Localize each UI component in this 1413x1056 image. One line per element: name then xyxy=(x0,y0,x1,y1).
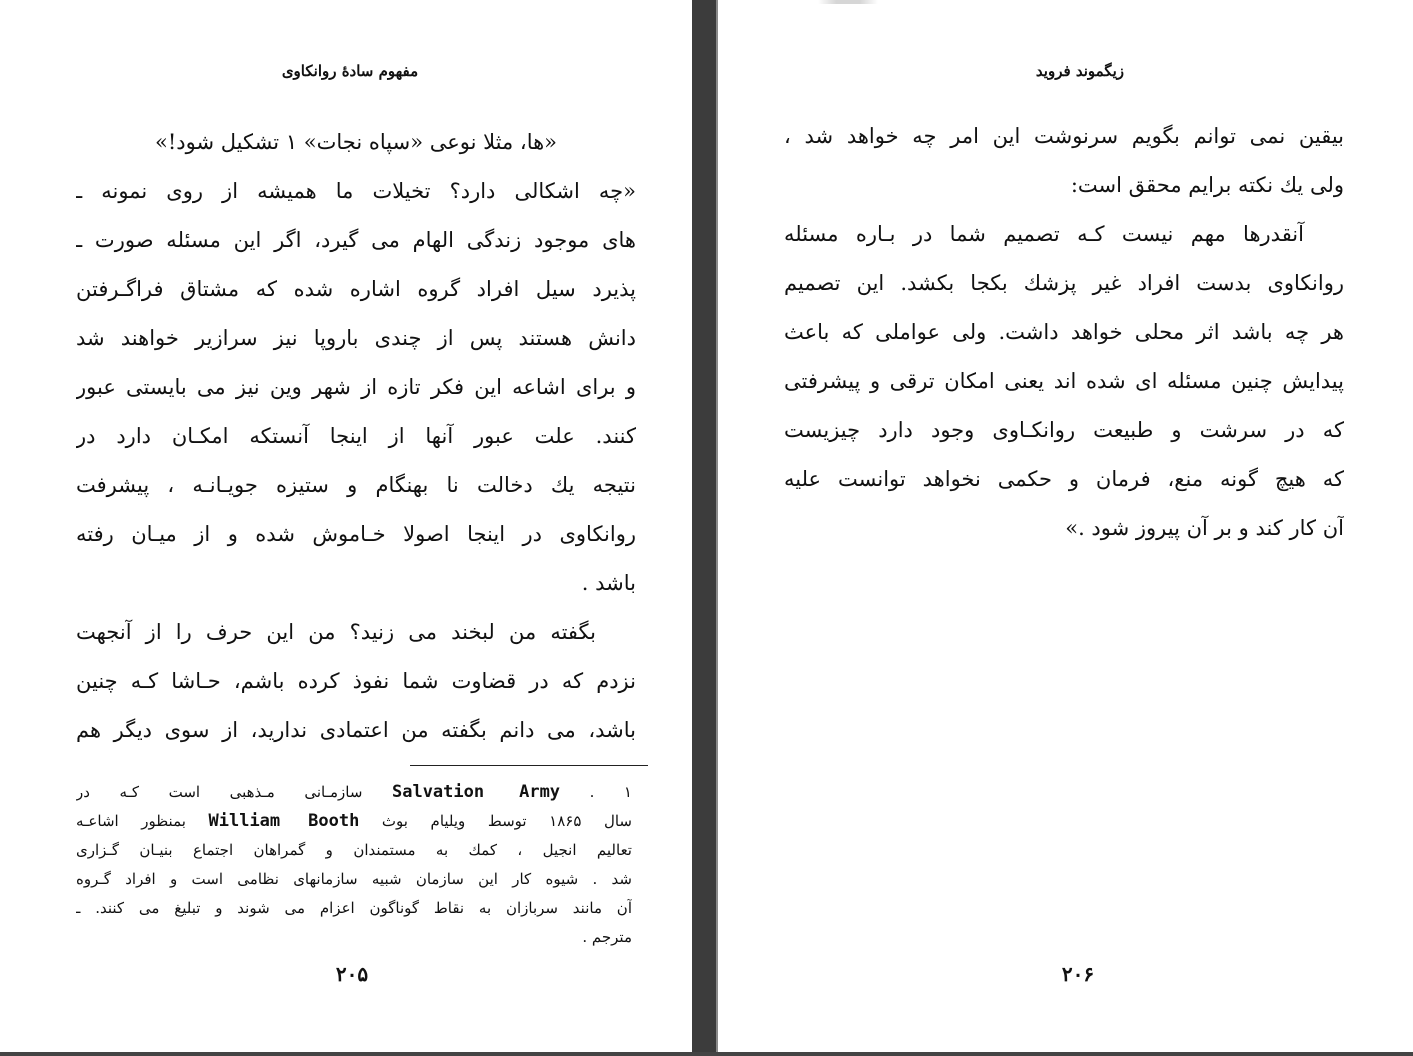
left-body-text xyxy=(76,118,636,755)
right-line-4: روانکاوی بدست افراد غیر پزشك بکجا بکشد. این تصمیم xyxy=(784,271,1344,295)
left-line-4: پذیرد سیل افراد گروه اشاره شده که مشتاق فراگـرفتن xyxy=(76,277,636,301)
right-line-8: که هیچ گونه منع، فرمان و حکمی نخواهد توانست علیه xyxy=(784,467,1344,491)
right-line-6: پیدایش چنین مسئله ای شده اند یعنی امکان ترقی و پیشرفتی xyxy=(784,369,1344,393)
right-line-5: هر چه باشد اثر محلی خواهد داشت. ولی عواملی که باعث xyxy=(784,320,1344,344)
left-line-12: نزدم که در قضاوت شما نفوذ کرده باشم، حـاشا کـه چنین xyxy=(76,669,636,693)
left-line-11: بگفته من لبخند می زنید؟ من این حرف را از آنجهت xyxy=(76,620,597,644)
footnote-line-2-start: سال ۱۸۶۵ توسط ویلیام بوث xyxy=(381,812,632,830)
left-line-2: «چه اشکالی دارد؟ تخیلات ما همیشه از روی نمونه ـ xyxy=(76,179,636,203)
footnote-line-3: تعالیم انجیل ، کمك به مستمندان و گمراهان اجتماع بنیـان گـزاری xyxy=(76,841,632,859)
right-running-head: زیگموند فروید xyxy=(1035,62,1125,80)
left-line-3: های موجود زندگی الهام می گیرد، اگر این مسئله صورت ـ xyxy=(76,228,636,252)
left-line-13: باشد، می دانم بگفته من اعتمادی ندارید، از سوی دیگر هم xyxy=(76,718,636,742)
right-line-7: که در سرشت و طبیعت روانکـاوی وجود دارد چیزیست xyxy=(784,418,1344,442)
right-line-1: بیقین نمی توانم بگویم سرنوشت این امر چه خواهد شد ، xyxy=(784,124,1344,148)
right-line-3: آنقدرها مهم نیست کـه تصمیم شما در بـاره مسئله xyxy=(784,222,1304,246)
right-page-number: ۲۰۶ xyxy=(1061,962,1095,986)
left-page-number: ۲۰۵ xyxy=(335,962,369,986)
page-gutter xyxy=(692,0,718,1056)
scan-artifact xyxy=(818,0,878,4)
left-page xyxy=(0,0,692,1056)
left-line-5: دانش هستند پس از چندی باروپا نیز سرازیر خواهند شد xyxy=(76,326,636,350)
left-line-9: روانکاوی در اینجا اصولا خـاموش شده و از میـان رفته xyxy=(76,522,636,546)
right-page xyxy=(718,0,1413,1056)
footnote-latin-term: Salvation Army xyxy=(391,782,561,802)
viewer-bottom-border xyxy=(0,1052,1413,1056)
left-line-10: باشد . xyxy=(581,571,636,595)
left-line-7: کنند. علت عبور آنها از اینجا آنستکه امکـان دارد در xyxy=(76,424,636,448)
footnote-line-4: شد . شیوه کار این سازمان شبیه سازمانهای نظامی است و افراد گـروه xyxy=(76,870,632,888)
footnote xyxy=(76,778,632,952)
footnote-divider xyxy=(410,765,648,766)
footnote-number: ۱ . xyxy=(589,783,632,801)
footnote-line-2-end: بمنظور اشاعـه xyxy=(76,812,186,830)
footnote-line-1-text: سازمـانی مـذهبی است کـه در xyxy=(76,783,363,801)
footnote-line-2 xyxy=(76,807,632,836)
left-line-8: نتیجه یك دخالت نا بهنگام و ستیزه جویـانـه ، پیشرفت xyxy=(76,473,636,497)
footnote-line-6: مترجم . xyxy=(582,928,632,946)
footnote-line-1 xyxy=(76,778,632,807)
right-line-2: ولی یك نکته برایم محقق است: xyxy=(1070,173,1344,197)
footnote-latin-name: William Booth xyxy=(208,811,360,831)
right-line-9: آن کار کند و بر آن پیروز شود .» xyxy=(1065,516,1344,540)
right-body-text xyxy=(784,112,1344,553)
left-line-1: «ها، مثلا نوعی «سپاه نجات» ۱ تشکیل شود!» xyxy=(154,130,558,154)
left-running-head: مفهوم سادهٔ روانکاوی xyxy=(281,62,419,80)
left-line-6: و برای اشاعه این فکر تازه از شهر وین نیز می بایستی عبور xyxy=(76,375,636,399)
footnote-line-5: آن مانند سربازان به نقاط گوناگون اعزام می شوند و تبلیغ می کنند. ـ xyxy=(76,899,632,917)
